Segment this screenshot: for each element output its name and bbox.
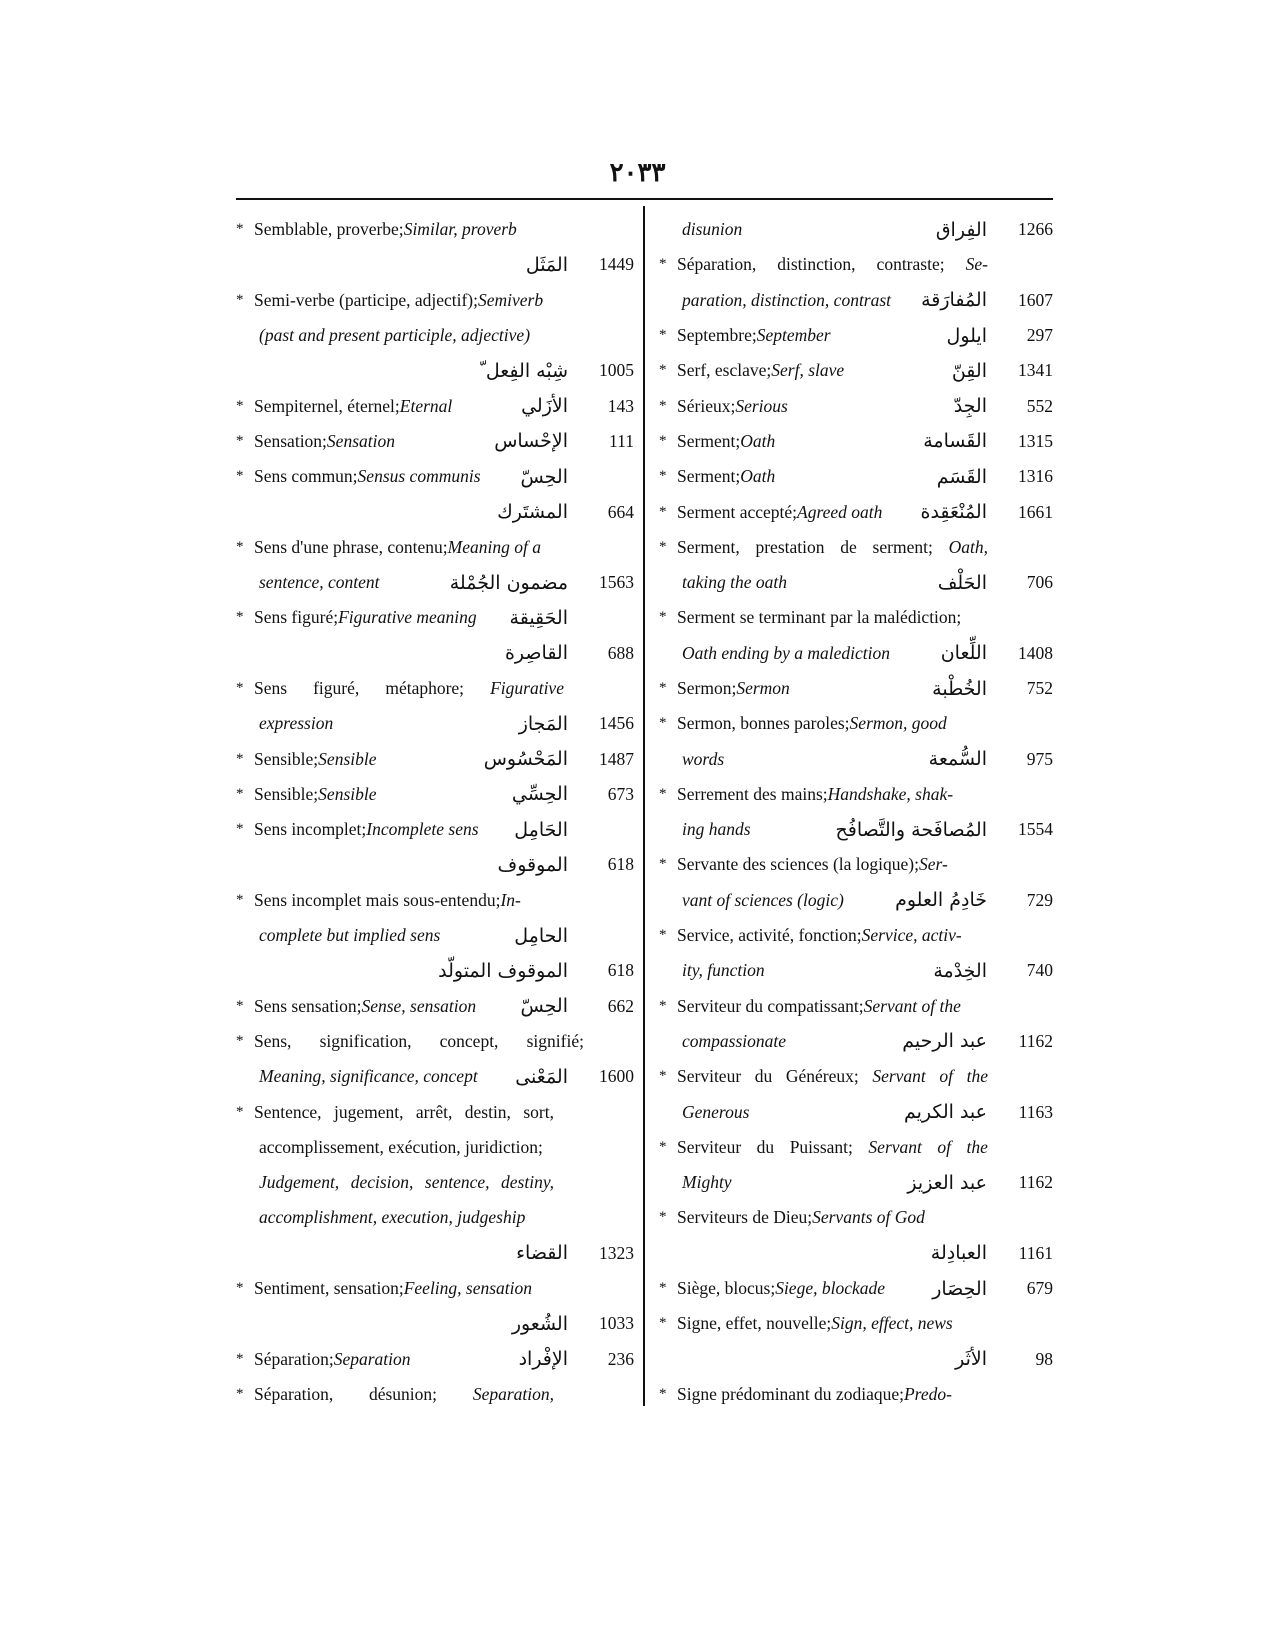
entry-number: 1266 bbox=[1018, 219, 1053, 240]
arabic-term: الحِسِّي bbox=[511, 783, 568, 806]
entry-number: 662 bbox=[607, 995, 634, 1016]
entry-number: 1341 bbox=[1018, 360, 1053, 381]
arabic-term: الشُعور bbox=[511, 1312, 568, 1335]
french-word: Sentence, bbox=[254, 1101, 322, 1122]
french-term: Service, activité, fonction; bbox=[677, 925, 862, 946]
french-term: Septembre; bbox=[677, 325, 757, 346]
arabic-term: الحَقِيقة bbox=[509, 606, 568, 629]
entry-line: * Sensible; Sensible المَحْسُوس 1487 bbox=[236, 748, 634, 771]
english-word: Se- bbox=[965, 254, 988, 275]
french-word: figuré, bbox=[313, 678, 360, 698]
english-term: Incomplete sens bbox=[366, 819, 479, 840]
english-term: (past and present participle, adjective) bbox=[259, 325, 531, 346]
english-term: disunion bbox=[682, 219, 743, 240]
arabic-term: الحِصَار bbox=[932, 1277, 987, 1300]
entry-line bbox=[236, 1236, 634, 1271]
entry-number: 1607 bbox=[1018, 289, 1053, 310]
entry-line: * Serment, prestation de serment; Oath, bbox=[659, 536, 988, 557]
entry-number: 664 bbox=[607, 501, 634, 522]
arabic-term: ايلول bbox=[946, 324, 987, 347]
english-word: Servant bbox=[868, 1136, 922, 1157]
entry-number: 1661 bbox=[1018, 501, 1053, 522]
english-word: the bbox=[966, 1066, 988, 1087]
entry-line: * Séparation, distinction, contraste; Se- bbox=[659, 254, 988, 275]
entry-line bbox=[659, 741, 1053, 776]
entry-line: * Sermon; Sermon الخُطْبة 752 bbox=[659, 677, 1053, 700]
arabic-term: الحَلْف bbox=[937, 571, 987, 594]
entry-line: * Serment se terminant par la malédiction; bbox=[659, 607, 962, 628]
english-term: Serious bbox=[735, 395, 788, 416]
arabic-term: الإحْساس bbox=[494, 430, 568, 453]
entry-line bbox=[659, 283, 1053, 318]
entry-line bbox=[659, 1094, 1053, 1129]
left-column bbox=[236, 212, 634, 1412]
entry-number: 236 bbox=[607, 1348, 634, 1369]
entry-line: * Serviteurs de Dieu; Servants of God bbox=[659, 1207, 925, 1228]
entry-line bbox=[236, 318, 634, 353]
arabic-term: المَثَل bbox=[525, 253, 568, 276]
entry-line: * Serviteur du Généreux; Servant of the bbox=[659, 1066, 988, 1087]
arabic-term: الأثَر bbox=[955, 1348, 987, 1371]
entry-line: * Séparation, désunion; Separation, bbox=[236, 1383, 554, 1404]
entry-line: * Sens sensation; Sense, sensation الحِسّ 662 bbox=[236, 995, 634, 1018]
entry-number: 1600 bbox=[599, 1066, 634, 1087]
arabic-term: العبادِلة bbox=[930, 1242, 987, 1265]
french-term: Sens sensation; bbox=[254, 995, 362, 1016]
french-word: de bbox=[840, 536, 857, 557]
entry-line bbox=[236, 847, 634, 882]
entry-number: 618 bbox=[607, 854, 634, 875]
arabic-term: الخِدْمة bbox=[933, 959, 987, 982]
entry-line: * Service, activité, fonction; Service, activ- bbox=[659, 925, 962, 946]
french-word: serment; bbox=[872, 536, 933, 557]
french-word: distinction, bbox=[777, 254, 856, 275]
english-term: Similar, proverb bbox=[403, 219, 517, 240]
entry-line: * Sentence, jugement, arrêt, destin, sort, bbox=[236, 1101, 554, 1122]
entry-line bbox=[236, 1059, 634, 1094]
french-term: Serviteurs de Dieu; bbox=[677, 1207, 813, 1228]
french-word: Généreux; bbox=[785, 1066, 859, 1087]
english-word: Judgement, bbox=[259, 1172, 340, 1193]
entry-line: * Serrement des mains; Handshake, shak- bbox=[659, 783, 954, 804]
french-word: métaphore; bbox=[385, 678, 465, 698]
french-term: Semi-verbe (participe, adjectif); bbox=[254, 289, 478, 310]
english-term: Servants of God bbox=[812, 1207, 925, 1228]
english-term: Sensible bbox=[318, 783, 377, 804]
entry-line bbox=[236, 1200, 634, 1235]
entry-line: * Sérieux; Serious الجِدّ 552 bbox=[659, 395, 1053, 418]
arabic-term: الجِدّ bbox=[953, 395, 987, 418]
entry-number: 1487 bbox=[599, 748, 634, 769]
french-term: Serment; bbox=[677, 430, 741, 451]
english-term: words bbox=[682, 748, 725, 769]
english-word: decision, bbox=[350, 1172, 414, 1193]
arabic-term: عبد الكريم bbox=[903, 1101, 987, 1124]
arabic-term: عبد العزيز bbox=[907, 1171, 987, 1194]
entry-line: * Séparation; Separation الإفْراد 236 bbox=[236, 1348, 634, 1371]
entry-line: * Signe prédominant du zodiaque; Predo- bbox=[659, 1383, 952, 1404]
entry-number: 1456 bbox=[599, 713, 634, 734]
french-word: Séparation, bbox=[677, 254, 757, 275]
english-word: Oath, bbox=[948, 536, 988, 557]
entry-line: * Sermon, bonnes paroles; Sermon, good bbox=[659, 713, 947, 734]
french-term: Sens commun; bbox=[254, 466, 358, 487]
entry-line bbox=[659, 1024, 1053, 1059]
french-term: Siège, blocus; bbox=[677, 1278, 776, 1299]
english-term: Sermon, good bbox=[849, 713, 947, 734]
entry-line bbox=[236, 706, 634, 741]
french-word: prestation bbox=[755, 536, 825, 557]
english-term: Meaning of a bbox=[447, 536, 541, 557]
entry-line bbox=[236, 1165, 634, 1200]
entry-number: 1162 bbox=[1018, 1030, 1053, 1051]
entry-number: 740 bbox=[1026, 960, 1053, 981]
entry-number: 98 bbox=[1035, 1348, 1053, 1369]
english-term: Ser- bbox=[919, 854, 948, 875]
entry-line bbox=[659, 636, 1053, 671]
english-term: September bbox=[756, 325, 831, 346]
entry-line: * Serment; Oath القَسامة 1315 bbox=[659, 430, 1053, 453]
french-term: Serment accepté; bbox=[677, 501, 798, 522]
english-term: Separation bbox=[333, 1348, 411, 1369]
english-term: ity, function bbox=[682, 960, 765, 981]
entry-number: 706 bbox=[1026, 572, 1053, 593]
french-word: Serviteur bbox=[677, 1136, 742, 1157]
english-term: ing hands bbox=[682, 819, 751, 840]
entry-line: * Sens, signification, concept, signifié; bbox=[236, 1030, 584, 1051]
english-term: accomplishment, execution, judgeship bbox=[259, 1207, 526, 1228]
english-word: Separation, bbox=[472, 1383, 554, 1404]
arabic-term: الحامِل bbox=[514, 924, 568, 947]
english-term: Figurative bbox=[490, 678, 564, 698]
entry-line bbox=[236, 918, 634, 953]
english-term: Feeling, sensation bbox=[403, 1278, 533, 1299]
entry-number: 552 bbox=[1026, 395, 1053, 416]
english-term: paration, distinction, contrast bbox=[682, 289, 892, 310]
entry-number: 1161 bbox=[1018, 1242, 1053, 1263]
arabic-term: المَجاز bbox=[518, 712, 568, 735]
entry-line bbox=[659, 953, 1053, 988]
entry-line bbox=[236, 1306, 634, 1341]
english-term: Predo- bbox=[903, 1383, 952, 1404]
entry-line: * Serviteur du Puissant; Servant of the bbox=[659, 1136, 988, 1157]
english-word: of bbox=[937, 1136, 952, 1157]
french-term: Sens incomplet; bbox=[254, 819, 367, 840]
french-word: jugement, bbox=[333, 1101, 404, 1122]
french-term: Serviteur du compatissant; bbox=[677, 995, 864, 1016]
entry-number: 1316 bbox=[1018, 466, 1053, 487]
arabic-term: خَادِمُ العلوم bbox=[895, 889, 987, 912]
entry-line bbox=[659, 1342, 1053, 1377]
english-word: Servant bbox=[872, 1066, 926, 1087]
right-column bbox=[659, 212, 1053, 1412]
entry-number: 1563 bbox=[599, 572, 634, 593]
entry-line: * Sensible; Sensible الحِسِّي 673 bbox=[236, 783, 634, 806]
entry-number: 679 bbox=[1026, 1278, 1053, 1299]
entry-line bbox=[236, 953, 634, 988]
english-term: sentence, content bbox=[259, 572, 380, 593]
french-term: Sentiment, sensation; bbox=[254, 1278, 404, 1299]
french-word: Sens, bbox=[254, 1030, 292, 1051]
english-term: Generous bbox=[682, 1101, 750, 1122]
french-word: désunion; bbox=[368, 1383, 438, 1404]
entry-number: 1005 bbox=[599, 360, 634, 381]
english-term: expression bbox=[259, 713, 334, 734]
arabic-term: القَسَم bbox=[936, 465, 987, 488]
entry-line: * Sens incomplet; Incomplete sens الحَامِل bbox=[236, 818, 568, 841]
arabic-term: الموقوف المتولّد bbox=[438, 959, 568, 982]
arabic-term: القاصِرة bbox=[504, 642, 568, 665]
entry-line: * Sens figuré, métaphore; Figurative bbox=[236, 678, 564, 698]
header-rule bbox=[236, 198, 1053, 200]
entry-line bbox=[236, 494, 634, 529]
french-word: destin, bbox=[464, 1101, 511, 1122]
english-term: Handshake, shak- bbox=[827, 783, 954, 804]
entry-line: * Sens incomplet mais sous-entendu; In- bbox=[236, 889, 521, 910]
arabic-term: اللِّعان bbox=[940, 642, 987, 665]
french-term: accomplissement, exécution, juridiction; bbox=[259, 1136, 543, 1157]
french-word: Serviteur bbox=[677, 1066, 742, 1087]
french-word: signification, bbox=[319, 1030, 412, 1051]
french-term: Sermon; bbox=[677, 678, 737, 698]
english-term: Servant of the bbox=[863, 995, 961, 1016]
entry-number: 297 bbox=[1026, 325, 1053, 346]
entry-line: * Sens figuré; Figurative meaning الحَقِيقة bbox=[236, 606, 568, 629]
arabic-term: السُّمعة bbox=[928, 748, 987, 771]
entry-number: 111 bbox=[609, 430, 634, 451]
french-term: Sens d'une phrase, contenu; bbox=[254, 536, 448, 557]
entry-line bbox=[659, 883, 1053, 918]
entry-line: * Sens commun; Sensus communis الحِسّ bbox=[236, 465, 568, 488]
english-term: compassionate bbox=[682, 1030, 787, 1051]
english-term: Siege, blockade bbox=[775, 1278, 885, 1299]
entry-number: 1033 bbox=[599, 1313, 634, 1334]
entry-line: * Serviteur du compatissant; Servant of the bbox=[659, 995, 961, 1016]
french-word: Séparation, bbox=[254, 1383, 334, 1404]
arabic-term: المُصافَحة والتَّصافُح bbox=[835, 818, 987, 841]
entry-number: 673 bbox=[607, 783, 634, 804]
entry-line bbox=[236, 1130, 634, 1165]
french-term: Serf, esclave; bbox=[677, 360, 772, 381]
french-term: Semblable, proverbe; bbox=[254, 219, 404, 240]
english-term: complete but implied sens bbox=[259, 925, 441, 946]
entry-number: 1315 bbox=[1018, 430, 1053, 451]
arabic-term: الأزَلي bbox=[521, 395, 568, 418]
entry-number: 752 bbox=[1026, 678, 1053, 698]
entry-line: * Serment accepté; Agreed oath المُنْعَقِدة 1661 bbox=[659, 501, 1053, 524]
english-term: Sign, effect, news bbox=[831, 1313, 953, 1334]
entry-line: * Serf, esclave; Serf, slave القِنّ 1341 bbox=[659, 359, 1053, 382]
english-term: Mighty bbox=[682, 1172, 732, 1193]
entry-number: 729 bbox=[1026, 889, 1053, 910]
english-term: Semiverb bbox=[478, 289, 544, 310]
french-term: Sens figuré; bbox=[254, 607, 339, 628]
french-word: Sens bbox=[254, 678, 288, 698]
english-term: Oath bbox=[740, 466, 776, 487]
english-term: Figurative meaning bbox=[338, 607, 477, 628]
french-word: arrêt, bbox=[415, 1101, 453, 1122]
english-word: the bbox=[966, 1136, 988, 1157]
entry-line bbox=[236, 247, 634, 282]
entry-number: 1408 bbox=[1018, 642, 1053, 663]
entry-line bbox=[659, 565, 1053, 600]
arabic-term: الحِسّ bbox=[520, 465, 568, 488]
english-word: of bbox=[939, 1066, 954, 1087]
english-term: Sermon bbox=[736, 678, 790, 698]
entry-line bbox=[236, 636, 634, 671]
english-term: Agreed oath bbox=[797, 501, 883, 522]
entry-line bbox=[659, 812, 1053, 847]
entry-line: * Septembre; September ايلول 297 bbox=[659, 324, 1053, 347]
french-term: Sérieux; bbox=[677, 395, 736, 416]
french-term: Signe, effet, nouvelle; bbox=[677, 1313, 832, 1334]
entry-number: 688 bbox=[607, 642, 634, 663]
entry-line: * Sensation; Sensation الإحْساس 111 bbox=[236, 430, 634, 453]
arabic-term: المَعْنى bbox=[515, 1065, 568, 1088]
arabic-term: عبد الرحيم bbox=[902, 1030, 987, 1053]
french-word: Puissant; bbox=[789, 1136, 853, 1157]
entry-number: 143 bbox=[607, 395, 634, 416]
entry-line: * Siège, blocus; Siege, blockade الحِصَار 679 bbox=[659, 1277, 1053, 1300]
entry-line: * Sens d'une phrase, contenu; Meaning of a bbox=[236, 536, 541, 557]
french-word: Serment, bbox=[677, 536, 740, 557]
french-word: sort, bbox=[523, 1101, 554, 1122]
english-term: Eternal bbox=[399, 395, 453, 416]
arabic-term: الحَامِل bbox=[514, 818, 568, 841]
french-term: Serment se terminant par la malédiction; bbox=[677, 607, 962, 628]
english-term: Sensus communis bbox=[357, 466, 481, 487]
english-word: sentence, bbox=[424, 1172, 490, 1193]
column-divider bbox=[643, 206, 645, 1406]
entry-line: * Servante des sciences (la logique); Ser- bbox=[659, 854, 948, 875]
entry-line: * Sempiternel, éternel; Eternal الأزَلي 143 bbox=[236, 395, 634, 418]
french-term: Sensible; bbox=[254, 748, 319, 769]
french-term: Sens incomplet mais sous-entendu; bbox=[254, 889, 501, 910]
english-term: In- bbox=[500, 889, 521, 910]
page-number: ٢٠٣٣ bbox=[609, 158, 666, 187]
entry-line: * Sentiment, sensation; Feeling, sensation bbox=[236, 1278, 533, 1299]
entry-line bbox=[236, 353, 634, 388]
arabic-term: المشتَرك bbox=[497, 501, 568, 524]
arabic-term: الفِراق bbox=[935, 218, 987, 241]
entry-line bbox=[659, 212, 1053, 247]
entry-number: 1449 bbox=[599, 254, 634, 275]
english-term: Oath bbox=[740, 430, 776, 451]
english-term: Sensation bbox=[326, 430, 395, 451]
english-term: Serf, slave bbox=[771, 360, 845, 381]
entry-number: 975 bbox=[1026, 748, 1053, 769]
english-term: taking the oath bbox=[682, 572, 787, 593]
entry-line: * Signe, effet, nouvelle; Sign, effect, news bbox=[659, 1313, 953, 1334]
arabic-term: مضمون الجُمْلة bbox=[449, 571, 568, 594]
english-term: vant of sciences (logic) bbox=[682, 889, 844, 910]
english-term: Oath ending by a malediction bbox=[682, 642, 891, 663]
french-term: Séparation; bbox=[254, 1348, 334, 1369]
french-term: Serrement des mains; bbox=[677, 783, 828, 804]
french-word: contraste; bbox=[876, 254, 945, 275]
arabic-term: المُنْعَقِدة bbox=[920, 501, 987, 524]
arabic-term: الموقوف bbox=[497, 853, 568, 876]
french-word: du bbox=[754, 1066, 773, 1087]
french-term: Serment; bbox=[677, 466, 741, 487]
entry-number: 1554 bbox=[1018, 819, 1053, 840]
french-term: Servante des sciences (la logique); bbox=[677, 854, 919, 875]
french-term: Signe prédominant du zodiaque; bbox=[677, 1383, 904, 1404]
arabic-term: القِنّ bbox=[951, 359, 987, 382]
arabic-term: شِبْه الفِعل ّ bbox=[480, 359, 568, 382]
entry-line bbox=[659, 1236, 1053, 1271]
french-word: concept, bbox=[439, 1030, 499, 1051]
entry-line: * Semblable, proverbe; Similar, proverb bbox=[236, 219, 517, 240]
entry-number: 1323 bbox=[599, 1242, 634, 1263]
arabic-term: المُفارَقة bbox=[921, 289, 987, 312]
entry-line bbox=[236, 565, 634, 600]
english-term: Sensible bbox=[318, 748, 377, 769]
arabic-term: الإفْراد bbox=[518, 1348, 568, 1371]
arabic-term: القَسامة bbox=[923, 430, 987, 453]
french-term: Sempiternel, éternel; bbox=[254, 395, 400, 416]
arabic-term: الحِسّ bbox=[520, 995, 568, 1018]
french-term: Sermon, bonnes paroles; bbox=[677, 713, 850, 734]
english-term: Service, activ- bbox=[861, 925, 962, 946]
entry-number: 618 bbox=[607, 960, 634, 981]
english-term: Meaning, significance, concept bbox=[259, 1066, 478, 1087]
english-word: destiny, bbox=[501, 1172, 554, 1193]
arabic-term: المَحْسُوس bbox=[483, 748, 568, 771]
entry-line: * Serment; Oath القَسَم 1316 bbox=[659, 465, 1053, 488]
arabic-term: القضاء bbox=[516, 1242, 568, 1265]
entry-line bbox=[659, 1165, 1053, 1200]
french-word: signifié; bbox=[526, 1030, 584, 1051]
entry-line: * Semi-verbe (participe, adjectif); Semiverb bbox=[236, 289, 544, 310]
arabic-term: الخُطْبة bbox=[932, 677, 987, 700]
french-term: Sensation; bbox=[254, 430, 327, 451]
english-term: Sense, sensation bbox=[361, 995, 477, 1016]
entry-number: 1162 bbox=[1018, 1172, 1053, 1193]
french-term: Sensible; bbox=[254, 783, 319, 804]
entry-number: 1163 bbox=[1018, 1101, 1053, 1122]
french-word: du bbox=[756, 1136, 775, 1157]
